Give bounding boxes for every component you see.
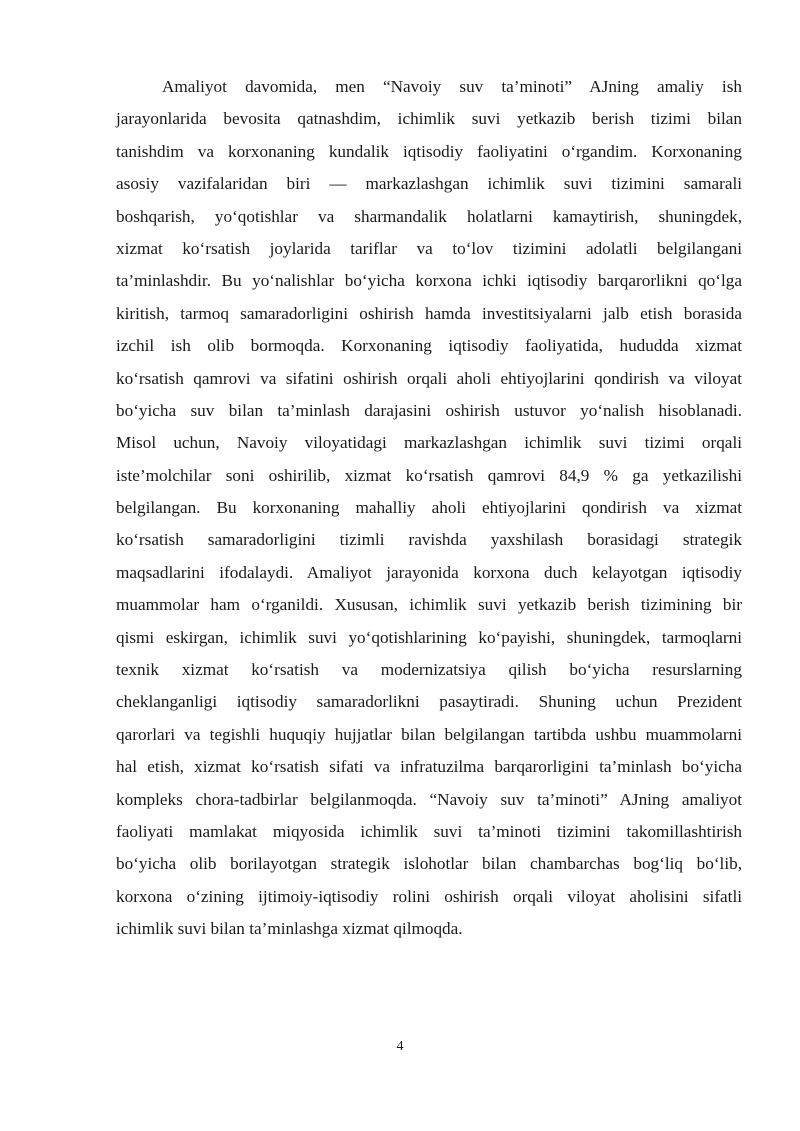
paragraph-line: bo‘yicha suv bilan ta’minlash darajasini oshirish ustuvor yo‘nalish hisoblanadi. (116, 400, 742, 420)
paragraph-line: ko‘rsatish qamrovi va sifatini oshirish orqali aholi ehtiyojlarini qondirish va viloyat (116, 368, 742, 388)
paragraph-line: texnik xizmat ko‘rsatish va modernizatsiya qilish bo‘yicha resurslarning (116, 660, 742, 680)
paragraph-line: cheklanganligi iqtisodiy samaradorlikni pasaytiradi. Shuning uchun Prezident (116, 692, 742, 712)
body-paragraph (116, 71, 742, 946)
paragraph-line: kompleks chora-tadbirlar belgilanmoqda. “Navoiy suv ta’minoti” AJning amaliyot (116, 789, 742, 809)
paragraph-line: korxona o‘zining ijtimoiy-iqtisodiy rolini oshirish orqali viloyat aholisini sifatli (116, 886, 742, 906)
paragraph-line: muammolar ham o‘rganildi. Xususan, ichimlik suvi yetkazib berish tizimining bir (116, 595, 742, 615)
paragraph-line: Misol uchun, Navoiy viloyatidagi markazlashgan ichimlik suvi tizimi orqali (116, 433, 742, 453)
paragraph-line: ta’minlashdir. Bu yo‘nalishlar bo‘yicha korxona ichki iqtisodiy barqarorlikni qo‘lga (116, 271, 742, 291)
paragraph-line: qismi eskirgan, ichimlik suvi yo‘qotishlarining ko‘payishi, shuningdek, tarmoqlarni (116, 627, 742, 647)
page-number: 4 (396, 1039, 404, 1054)
paragraph-line: tanishdim va korxonaning kundalik iqtisodiy faoliyatini o‘rgandim. Korxonaning (116, 141, 742, 161)
paragraph-line: Amaliyot davomida, men “Navoiy suv ta’minoti” AJning amaliy ish (162, 77, 742, 96)
paragraph-line: maqsadlarini ifodalaydi. Amaliyot jarayonida korxona duch kelayotgan iqtisodiy (116, 562, 742, 582)
paragraph-line: iste’molchilar soni oshirilib, xizmat ko‘rsatish qamrovi 84,9 % ga yetkazilishi (116, 465, 742, 485)
paragraph-line: bo‘yicha olib borilayotgan strategik islohotlar bilan chambarchas bog‘liq bo‘lib, (116, 854, 742, 874)
paragraph-line: asosiy vazifalaridan biri — markazlashgan ichimlik suvi tizimini samarali (116, 174, 742, 194)
paragraph-line: kiritish, tarmoq samaradorligini oshirish hamda investitsiyalarni jalb etish borasida (116, 303, 742, 323)
paragraph-line: xizmat ko‘rsatish joylarida tariflar va to‘lov tizimini adolatli belgilangani (116, 238, 742, 258)
paragraph-line: jarayonlarida bevosita qatnashdim, ichimlik suvi yetkazib berish tizimi bilan (116, 109, 742, 129)
paragraph-line: qarorlari va tegishli huquqiy hujjatlar bilan belgilangan tartibda ushbu muammolarni (116, 724, 742, 744)
paragraph-line: ko‘rsatish samaradorligini tizimli ravishda yaxshilash borasidagi strategik (116, 530, 742, 550)
paragraph-line: faoliyati mamlakat miqyosida ichimlik suvi ta’minoti tizimini takomillashtirish (116, 821, 742, 841)
paragraph-line: izchil ish olib bormoqda. Korxonaning iqtisodiy faoliyatida, hududda xizmat (116, 336, 742, 356)
paragraph-line: boshqarish, yo‘qotishlar va sharmandalik holatlarni kamaytirish, shuningdek, (116, 206, 742, 226)
paragraph-line: hal etish, xizmat ko‘rsatish sifati va infratuzilma barqarorligini ta’minlash bo‘yicha (116, 757, 742, 777)
paragraph-line: ichimlik suvi bilan ta’minlashga xizmat qilmoqda. (116, 919, 463, 939)
paragraph-line: belgilangan. Bu korxonaning mahalliy aholi ehtiyojlarini qondirish va xizmat (116, 498, 742, 518)
